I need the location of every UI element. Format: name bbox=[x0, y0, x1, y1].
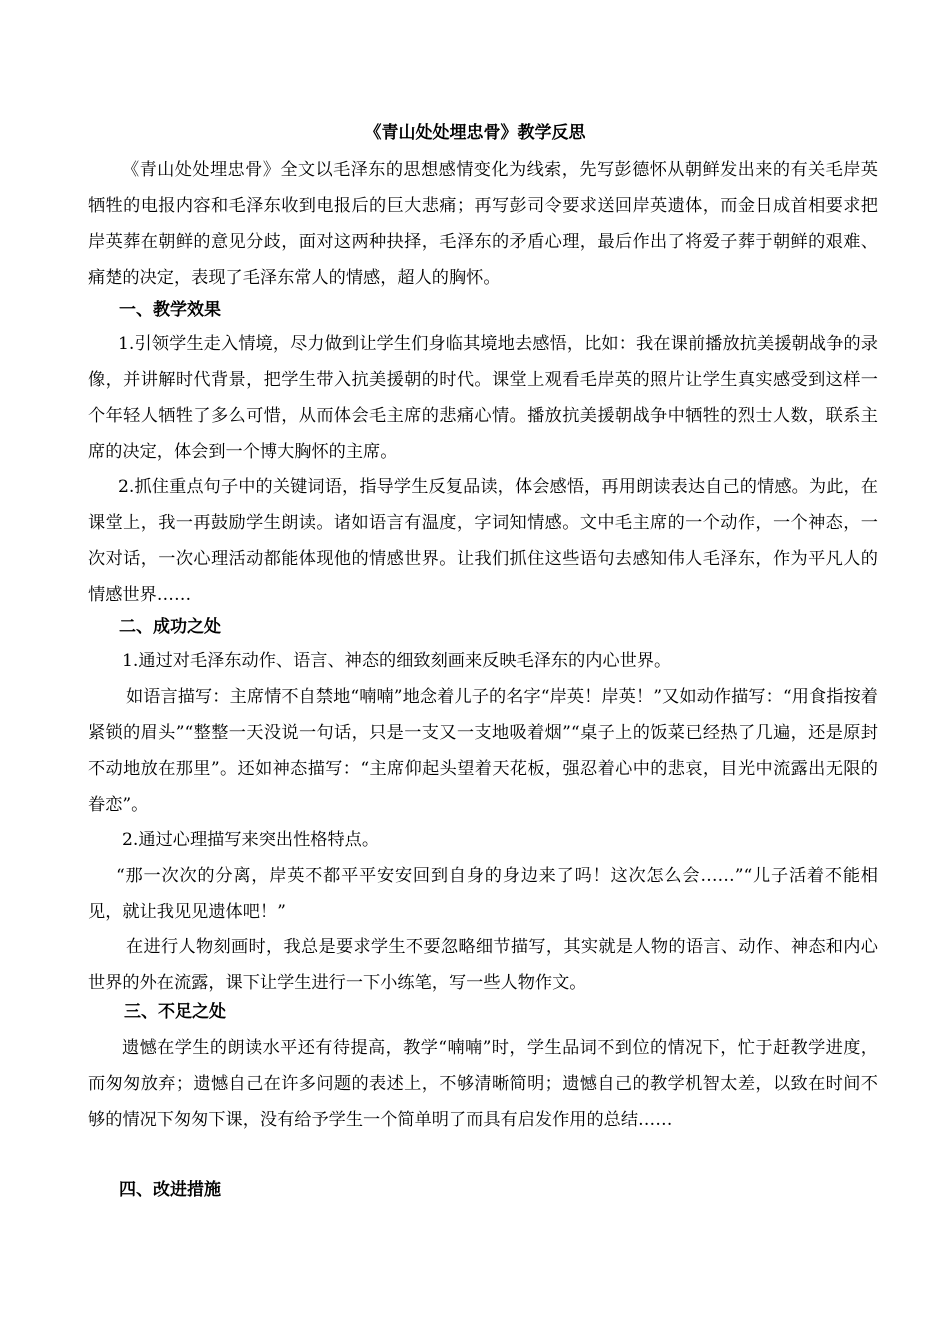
section2-paragraph-3: 2.通过心理描写来突出性格特点。 bbox=[122, 830, 380, 850]
section2-paragraph-2: 如语言描写：主席情不自禁地“喃喃”地念着儿子的名字“岸英！岸英！”又如动作描写：“用食指按着紧锁的眉头”“整整一天没说一句话，只是一支又一支地吸着烟”“桌子上的饭菜已经热了几遍，还是原封不动地放在那里”。还如神态描写：“主席仰起头望着天花板，强忍着心中的悲哀，目光中流露出无限的眷恋”。 bbox=[88, 687, 878, 815]
document-title: 《青山处处埋忠骨》教学反思 bbox=[364, 123, 586, 143]
intro-paragraph: 《青山处处埋忠骨》全文以毛泽东的思想感情变化为线索，先写彭德怀从朝鲜发出来的有关毛岸英牺牲的电报内容和毛泽东收到电报后的巨大悲痛；再写彭司令要求送回岸英遗体，而金日成首相要求把岸英葬在朝鲜的意见分歧，面对这两种抉择，毛泽东的矛盾心理，最后作出了将爱子葬于朝鲜的艰难、痛楚的决定，表现了毛泽东常人的情感，超人的胸怀。 bbox=[88, 160, 878, 288]
section-heading-success: 二、成功之处 bbox=[119, 617, 221, 637]
section1-paragraph-1: 1.引领学生走入情境，尽力做到让学生们身临其境地去感悟，比如：我在课前播放抗美援朝战争的录像，并讲解时代背景，把学生带入抗美援朝的时代。课堂上观看毛岸英的照片让学生真实感受到这样一个年轻人牺牲了多么可惜，从而体会毛主席的悲痛心情。播放抗美援朝战争中牺牲的烈士人数，联系主席的决定，体会到一个博大胸怀的主席。 bbox=[88, 334, 878, 462]
section3-paragraph-1: 遗憾在学生的朗读水平还有待提高，教学“喃喃”时，学生品词不到位的情况下，忙于赶教学进度，而匆匆放弃；遗憾自己在许多问题的表述上，不够清晰简明；遗憾自己的教学机智太差，以致在时间不够的情况下匆匆下课，没有给予学生一个简单明了而具有启发作用的总结…… bbox=[88, 1038, 878, 1130]
section2-paragraph-4: “那一次次的分离，岸英不都平平安安回到自身的身边来了吗！这次怎么会……”“儿子活着不能相见，就让我见见遗体吧！” bbox=[88, 866, 878, 922]
section-heading-shortcomings: 三、不足之处 bbox=[124, 1002, 226, 1022]
section2-paragraph-1: 1.通过对毛泽东动作、语言、神态的细致刻画来反映毛泽东的内心世界。 bbox=[122, 651, 672, 671]
section2-paragraph-5: 在进行人物刻画时，我总是要求学生不要忽略细节描写，其实就是人物的语言、动作、神态和内心世界的外在流露，课下让学生进行一下小练笔，写一些人物作文。 bbox=[88, 937, 878, 993]
section-heading-teaching-effect: 一、教学效果 bbox=[119, 300, 221, 320]
section-heading-improvements: 四、改进措施 bbox=[119, 1180, 221, 1200]
section1-paragraph-2: 2.抓住重点句子中的关键词语，指导学生反复品读，体会感悟，再用朗读表达自己的情感。为此，在课堂上，我一再鼓励学生朗读。诸如语言有温度，字词知情感。文中毛主席的一个动作，一个神态，一次对话，一次心理活动都能体现他的情感世界。让我们抓住这些语句去感知伟人毛泽东，作为平凡人的情感世界…… bbox=[88, 477, 878, 605]
